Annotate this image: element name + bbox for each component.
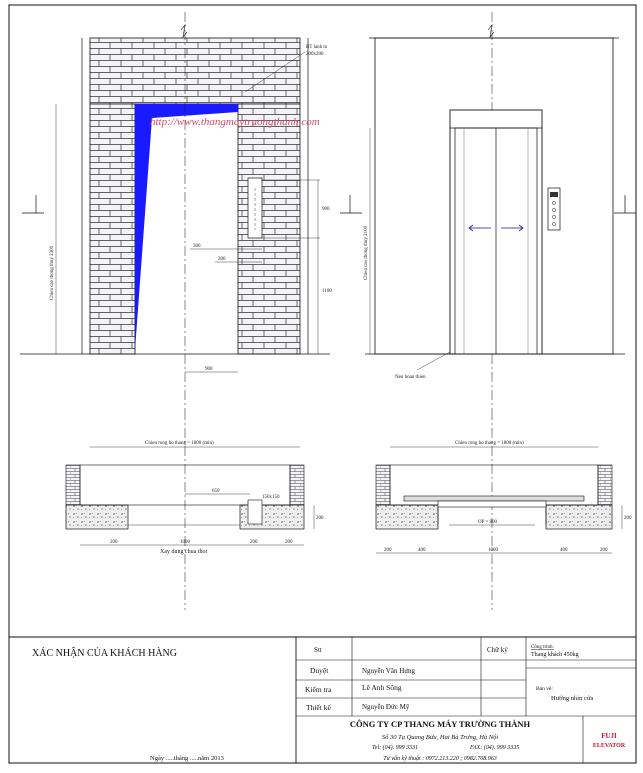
plan-left-caption: Xay dung chua thoi [160, 549, 208, 555]
company-tel: Tel: (04). 999 3331 [372, 745, 419, 751]
plan-left-wall-label: 200 [316, 516, 324, 521]
plan-left [66, 410, 324, 610]
drawing-label: Bản vẽ: [536, 686, 553, 692]
project-label: Công trình: [531, 645, 554, 650]
company-fax: FAX: (04). 999 3335 [470, 745, 520, 751]
plan-right-wall-r [598, 465, 612, 505]
elevation-clear-height-label: Chieu cao thong thuy 2100 [364, 225, 369, 280]
elevation-view [364, 12, 636, 410]
plan-right-slab-r [546, 505, 612, 529]
call-panel-floor-height-label: 1100 [322, 289, 332, 294]
role-approve: Duyệt [310, 666, 329, 675]
beam-brick [90, 38, 300, 104]
role-check: Kiểm tra [305, 685, 332, 694]
beam-label: BT lanh to [306, 45, 328, 50]
plan-right-wall-label: 200 [624, 516, 632, 521]
logo-fuji: FUJI [601, 732, 617, 740]
company-address: Số 30 Tạ Quang Bửu, Hai Bà Trưng, Hà Nội [381, 734, 499, 741]
left-wall-brick [90, 104, 135, 354]
plan-right-slab-l [376, 505, 438, 529]
break-mark [181, 25, 187, 37]
front-clear-height-label: Chieu cao thong thuy 2300 [50, 245, 55, 300]
logo-elevator: ELEVATOR [592, 743, 626, 749]
drawing-value: Hướng nhìn cửa [551, 695, 594, 702]
plan-right-dim-2: 400 [418, 548, 426, 553]
break-mark [488, 25, 494, 37]
header-stt: Stt [314, 646, 322, 654]
company-name: CÔNG TY CP THANG MÁY TRƯỜNG THÀNH [349, 719, 531, 729]
plan-right-op-label: OP = 800 [478, 520, 498, 525]
role-design: Thiết kế [306, 703, 331, 712]
lintel-beam-section [135, 104, 238, 350]
beam-size-label: 200x200 [306, 52, 324, 57]
plan-left-hole-label: 150x150 [262, 495, 280, 500]
customer-confirm-heading: XÁC NHẬN CỦA KHÁCH HÀNG [32, 648, 178, 659]
name-design: Nguyễn Đức Mỹ [362, 703, 410, 711]
company-hotline: Tư vấn kỹ thuật : 0972.213.220 ; 0982.708.963 [383, 756, 497, 762]
title-block [9, 637, 636, 763]
right-wall-brick [238, 104, 300, 354]
door-sill [438, 501, 546, 507]
plan-left-wall-l [66, 465, 80, 505]
door-side-label: 900 [205, 367, 213, 372]
plan-left-depth-label: 650 [212, 489, 220, 494]
call-panel-height-label: 900 [322, 207, 330, 212]
finished-floor-label: Nen hoan thien [395, 375, 426, 380]
plan-left-dim-2: 1000 [180, 540, 190, 545]
plan-left-hole [248, 500, 262, 524]
panel-offset-label: 300 [193, 244, 201, 249]
watermark-url: http://www.thangmaytruongthanh.com [150, 116, 320, 128]
front-view [20, 12, 362, 410]
header-sign: Chữ ký [487, 646, 508, 654]
plan-right-dim-3: 1000 [488, 548, 498, 553]
project-value: Thang khách 450kg [531, 652, 579, 658]
call-display [550, 192, 558, 197]
plan-right-dim-4: 400 [560, 548, 568, 553]
plan-left-dim-1: 200 [110, 540, 118, 545]
plan-right-wall-l [376, 465, 390, 505]
name-approve: Nguyễn Văn Hưng [362, 667, 416, 675]
panel-width-label: 200 [218, 257, 226, 262]
plan-left-dim-3: 200 [250, 540, 258, 545]
plan-left-width-label: Chieu rong ho thang = 1800 (min) [145, 441, 214, 446]
name-check: Lê Anh Sông [362, 683, 402, 692]
plan-right-dim-5: 200 [600, 548, 608, 553]
leader-line [417, 352, 450, 370]
plan-left-wall-r [290, 465, 304, 505]
door-track [404, 496, 584, 501]
date-line: Ngày .....tháng .....năm 2013 [150, 755, 224, 762]
plan-left-slab-l [66, 505, 128, 529]
plan-right-dim-1: 200 [384, 548, 392, 553]
plan-right-width-label: Chieu rong ho thang = 1800 (min) [455, 441, 524, 446]
plan-right [376, 410, 632, 610]
plan-left-dim-4: 200 [285, 540, 293, 545]
